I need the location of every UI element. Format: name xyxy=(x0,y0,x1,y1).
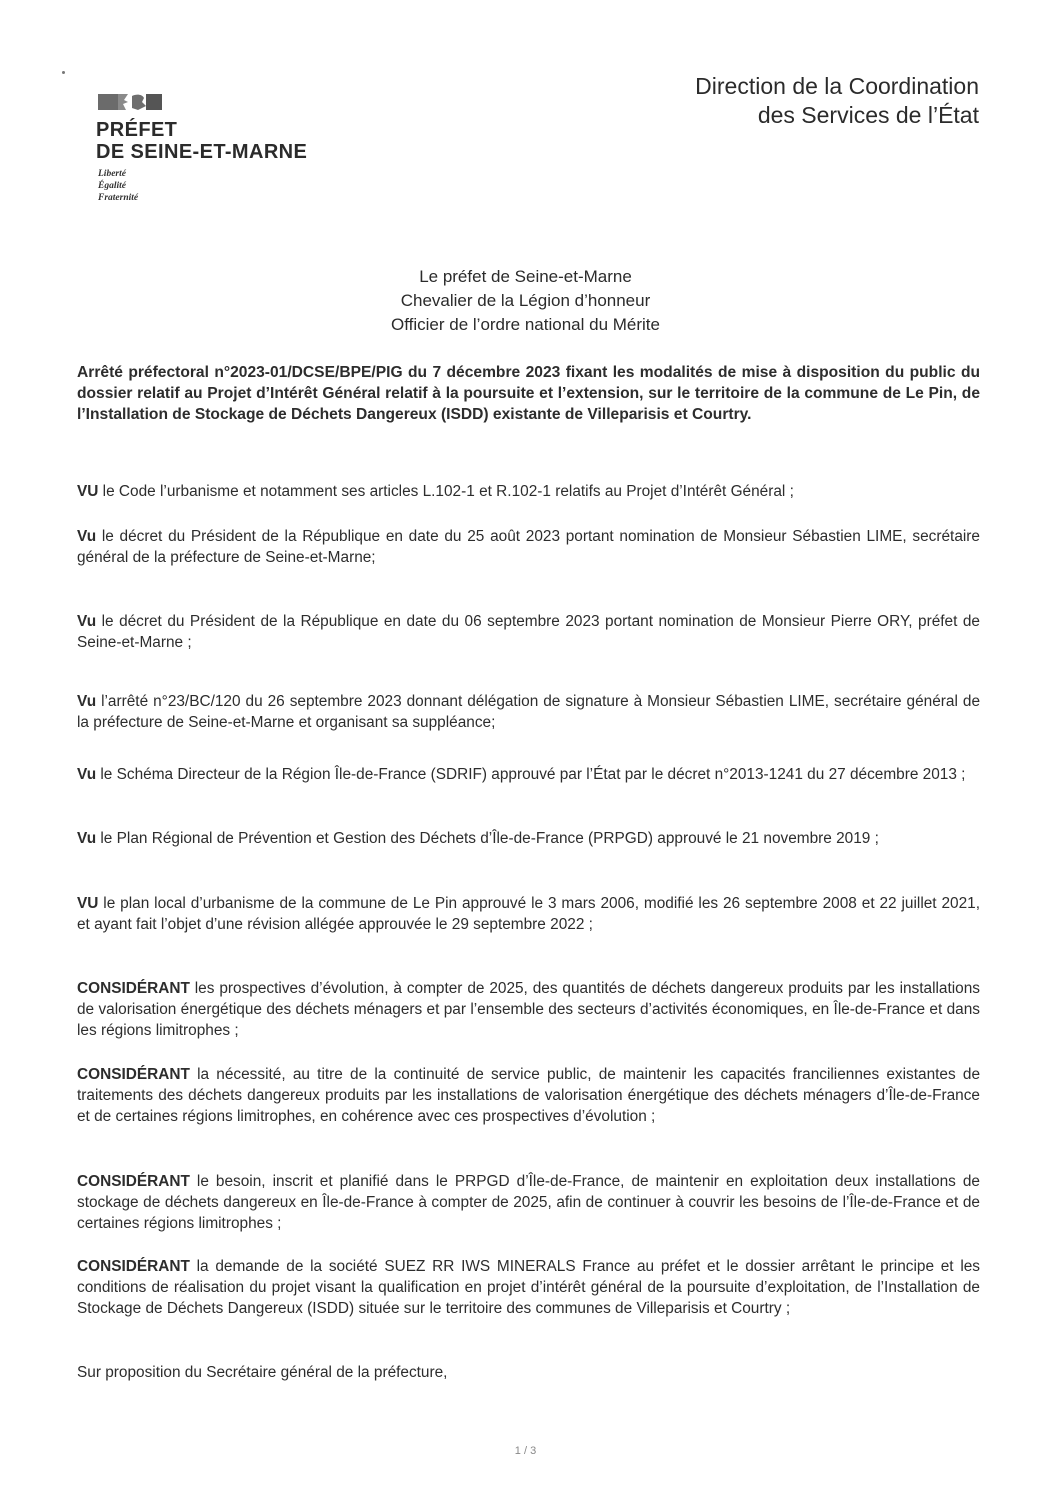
visa-paragraph xyxy=(77,764,980,785)
visa-keyword: Vu xyxy=(77,528,97,545)
considerant-paragraph xyxy=(77,1171,980,1234)
visa-paragraph xyxy=(77,893,980,935)
considerant-text: le besoin, inscrit et planifié dans le PRPGD d’Île-de-France, de maintenir en exploitation deux installations de stockage de déchets dangereux en Île-de-France à compter de 2025, afin de continuer à couvrir les besoins de l’Île-de-France et de certaines régions limitrophes ; xyxy=(77,1173,980,1232)
considerant-text: les prospectives d’évolution, à compter de 2025, des quantités de déchets dangereux produits par les installations de valorisation énergétique des déchets ménagers et par l’ensemble des secteurs d’activités économiques, en Île-de-France et dans les régions limitrophes ; xyxy=(77,980,980,1039)
considerant-keyword: CONSIDÉRANT xyxy=(77,980,190,997)
direction-line-2: des Services de l’État xyxy=(757,102,979,128)
prefet-line-2: DE SEINE-ET-MARNE xyxy=(96,141,308,163)
visa-text: le décret du Président de la République en date du 25 août 2023 portant nomination de Monsieur Sébastien LIME, secrétaire général de la préfecture de Seine-et-Marne; xyxy=(77,528,980,566)
title-line-3: Officier de l’ordre national du Mérite xyxy=(391,315,660,334)
considerant-paragraph xyxy=(77,1256,980,1319)
republic-motto xyxy=(98,168,138,204)
visa-keyword: Vu xyxy=(77,693,97,710)
visa-paragraph xyxy=(77,481,980,502)
direction-line-1: Direction de la Coordination xyxy=(695,73,979,99)
prefet-name xyxy=(96,119,307,163)
prefect-titles xyxy=(0,265,1051,337)
visa-paragraph xyxy=(77,828,980,849)
motto-egalite: Égalité xyxy=(98,181,126,191)
considerant-keyword: CONSIDÉRANT xyxy=(77,1258,190,1275)
page-number: 1 / 3 xyxy=(514,1445,537,1457)
considerant-text: la demande de la société SUEZ RR IWS MINERALS France au préfet et le dossier arrêtant le principe et les conditions de réalisation du projet visant la qualification en projet d’intérêt général de la poursuite d’exploitation, de l’Installation de Stockage de Déchets Dangereux (ISDD) située sur le territoire des communes de Villeparisis et Courtry ; xyxy=(77,1258,980,1317)
visa-paragraph xyxy=(77,691,980,733)
considerant-paragraph xyxy=(77,978,980,1041)
issuing-direction xyxy=(695,72,979,130)
marianne-logo-icon xyxy=(98,92,162,112)
visa-keyword: Vu xyxy=(77,830,97,847)
title-line-1: Le préfet de Seine-et-Marne xyxy=(419,267,632,286)
visa-text: le Code l’urbanisme et notamment ses articles L.102-1 et R.102-1 relatifs au Projet d’Intérêt Général ; xyxy=(98,483,794,500)
visa-keyword: Vu xyxy=(77,766,97,783)
motto-fraternite: Fraternité xyxy=(98,193,139,203)
visa-text: le Schéma Directeur de la Région Île-de-France (SDRIF) approuvé par l’État par le décret n°2013-1241 du 27 décembre 2013 ; xyxy=(96,766,966,783)
considerant-paragraph xyxy=(77,1064,980,1127)
considerant-text: la nécessité, au titre de la continuité de service public, de maintenir les capacités franciliennes existantes de traitements des déchets dangereux produits par les installations de valorisation énergétique des déchets ménagers d’Île-de-France et de certaines régions limitrophes, en cohérence avec ces prospectives d’évolution ; xyxy=(77,1066,980,1125)
visa-text: l’arrêté n°23/BC/120 du 26 septembre 2023 donnant délégation de signature à Monsieur Sébastien LIME, secrétaire général de la préfecture de Seine-et-Marne et organisant sa suppléance; xyxy=(77,693,980,731)
proposition-line xyxy=(77,1362,980,1383)
visa-keyword: VU xyxy=(77,483,99,500)
visa-text: le décret du Président de la République en date du 06 septembre 2023 portant nomination de Monsieur Pierre ORY, préfet de Seine-et-Marne ; xyxy=(77,613,980,651)
visa-text: le plan local d’urbanisme de la commune de Le Pin approuvé le 3 mars 2006, modifié les 26 septembre 2008 et 22 juillet 2021, et ayant fait l’objet d’une révision allégée approuvée le 29 septembre 2022 ; xyxy=(77,895,980,933)
visa-keyword: Vu xyxy=(77,613,97,630)
visa-paragraph xyxy=(77,611,980,653)
title-line-2: Chevalier de la Légion d’honneur xyxy=(400,291,651,310)
prefet-line-1: PRÉFET xyxy=(96,119,178,141)
considerant-keyword: CONSIDÉRANT xyxy=(77,1173,190,1190)
visa-keyword: VU xyxy=(77,895,99,912)
visa-paragraph xyxy=(77,526,980,568)
arrete-heading: Arrêté préfectoral n°2023-01/DCSE/BPE/PIG du 7 décembre 2023 fixant les modalités de mise à disposition du public du dossier relatif au Projet d’Intérêt Général relatif à la poursuite et l’extension, sur le territoire de la commune de Le Pin, de l’Installation de Stockage de Déchets Dangereux (ISDD) existante de Villeparisis et Courtry. xyxy=(77,364,980,423)
proposition-text: Sur proposition du Secrétaire général de la préfecture, xyxy=(77,1364,448,1381)
visa-text: le Plan Régional de Prévention et Gestion des Déchets d’Île-de-France (PRPGD) approuvé le 21 novembre 2019 ; xyxy=(96,830,879,847)
motto-liberte: Liberté xyxy=(98,169,126,179)
considerant-keyword: CONSIDÉRANT xyxy=(77,1066,190,1083)
scan-speck xyxy=(62,71,65,74)
